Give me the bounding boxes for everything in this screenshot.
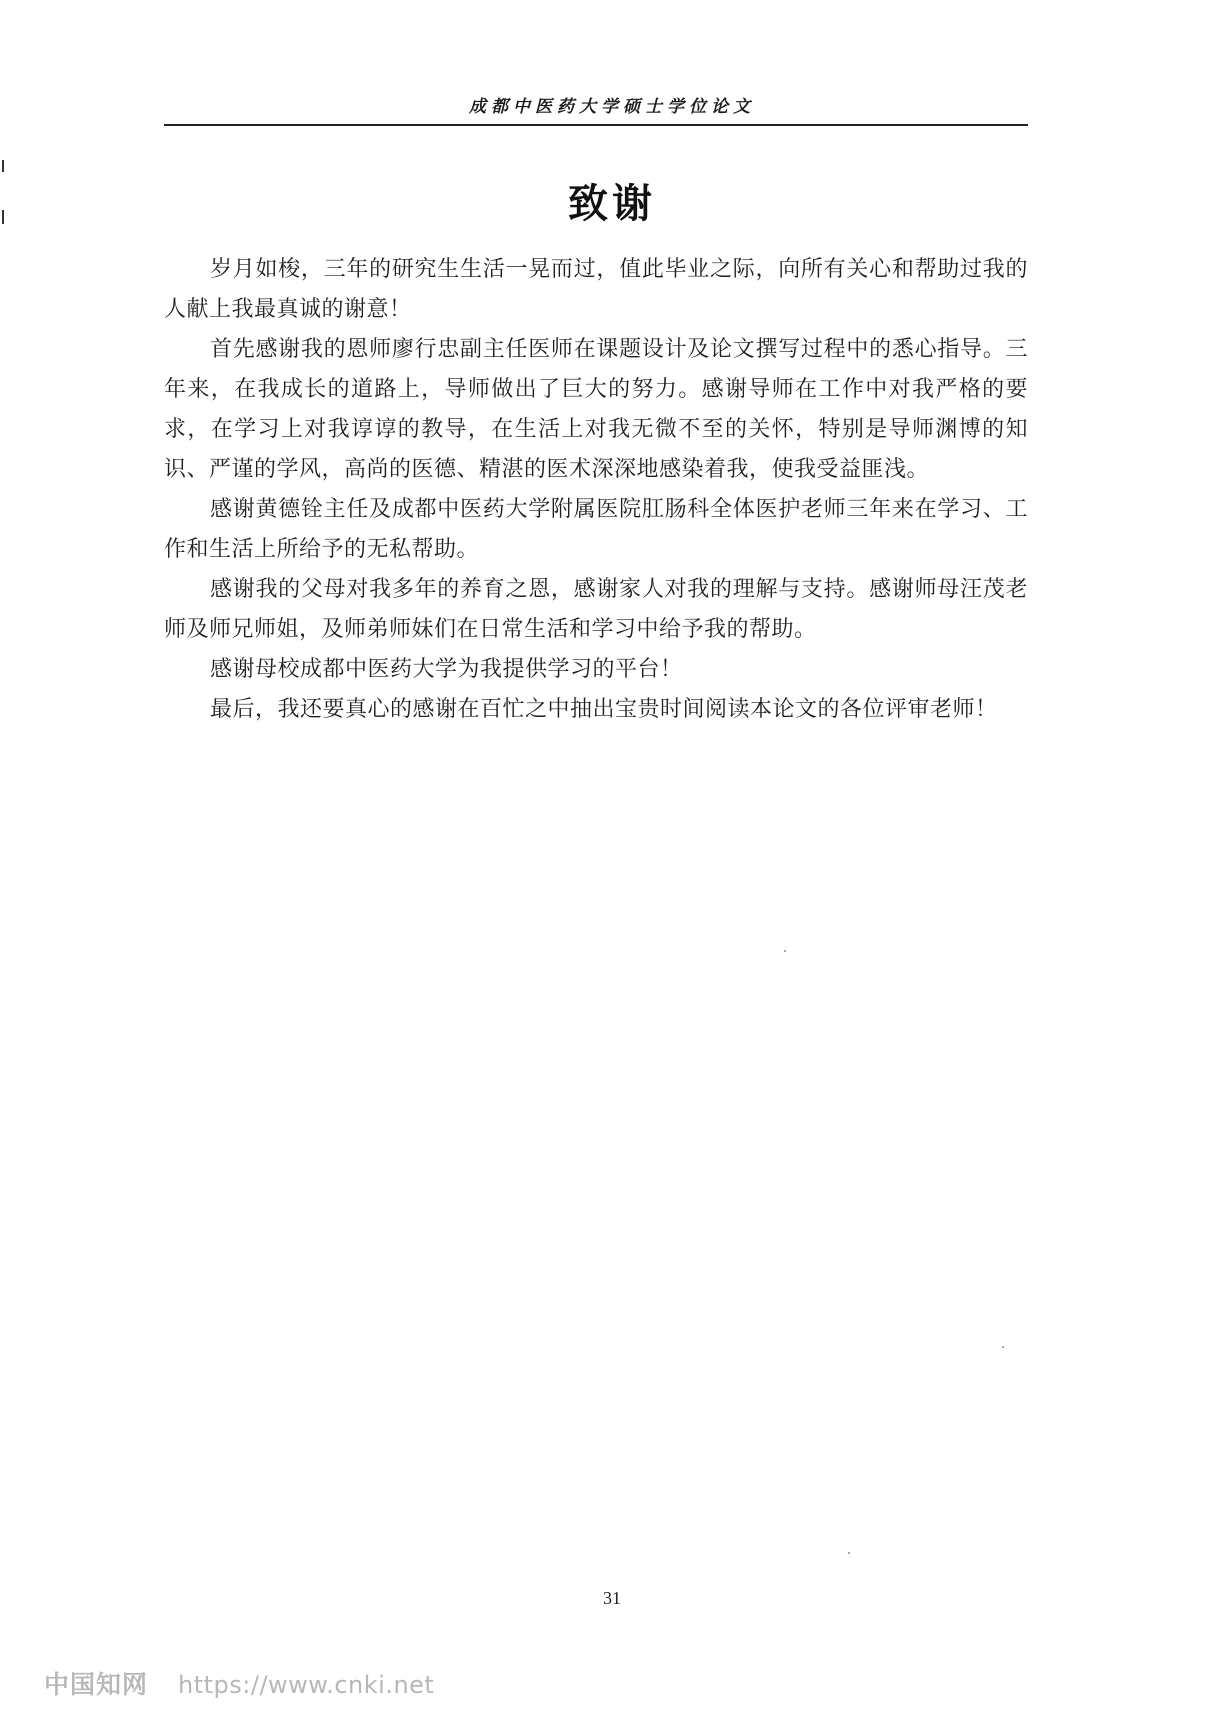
cnki-watermark xyxy=(44,1665,434,1701)
paragraph: 感谢母校成都中医药大学为我提供学习的平台！ xyxy=(210,657,683,682)
paragraph: 岁月如梭，三年的研究生生活一晃而过，值此毕业之际，向所有关心和帮助过我的人献上我最真诚的谢意！ xyxy=(164,257,1028,322)
scan-speck xyxy=(1002,1346,1004,1348)
paragraph: 最后，我还要真心的感谢在百忙之中抽出宝贵时间阅读本论文的各位评审老师！ xyxy=(210,697,998,722)
watermark-logo: 中国知网 xyxy=(44,1670,149,1699)
paragraph: 感谢黄德铨主任及成都中医药大学附属医院肛肠科全体医护老师三年来在学习、工作和生活上所给予的无私帮助。 xyxy=(164,497,1028,562)
header-rule xyxy=(164,124,1028,126)
scan-speck xyxy=(784,950,786,952)
paragraph: 感谢我的父母对我多年的养育之恩，感谢家人对我的理解与支持。感谢师母汪茂老师及师兄师姐，及师弟师妹们在日常生活和学习中给予我的帮助。 xyxy=(164,577,1028,642)
running-header: 成都中医药大学硕士学位论文 xyxy=(469,97,755,117)
scan-mark xyxy=(2,160,4,172)
page-title: 致谢 xyxy=(568,181,656,227)
scan-speck xyxy=(848,1552,850,1554)
page-number: 31 xyxy=(603,1588,621,1608)
paragraph: 首先感谢我的恩师廖行忠副主任医师在课题设计及论文撰写过程中的悉心指导。三年来，在我成长的道路上，导师做出了巨大的努力。感谢导师在工作中对我严格的要求，在学习上对我谆谆的教导，在生活上对我无微不至的关怀，特别是导师渊博的知识、严谨的学风，高尚的医德、精湛的医术深深地感染着我，使我受益匪浅。 xyxy=(164,337,1028,482)
watermark-url: https://www.cnki.net xyxy=(178,1671,435,1699)
acknowledgement-body xyxy=(164,250,1028,730)
